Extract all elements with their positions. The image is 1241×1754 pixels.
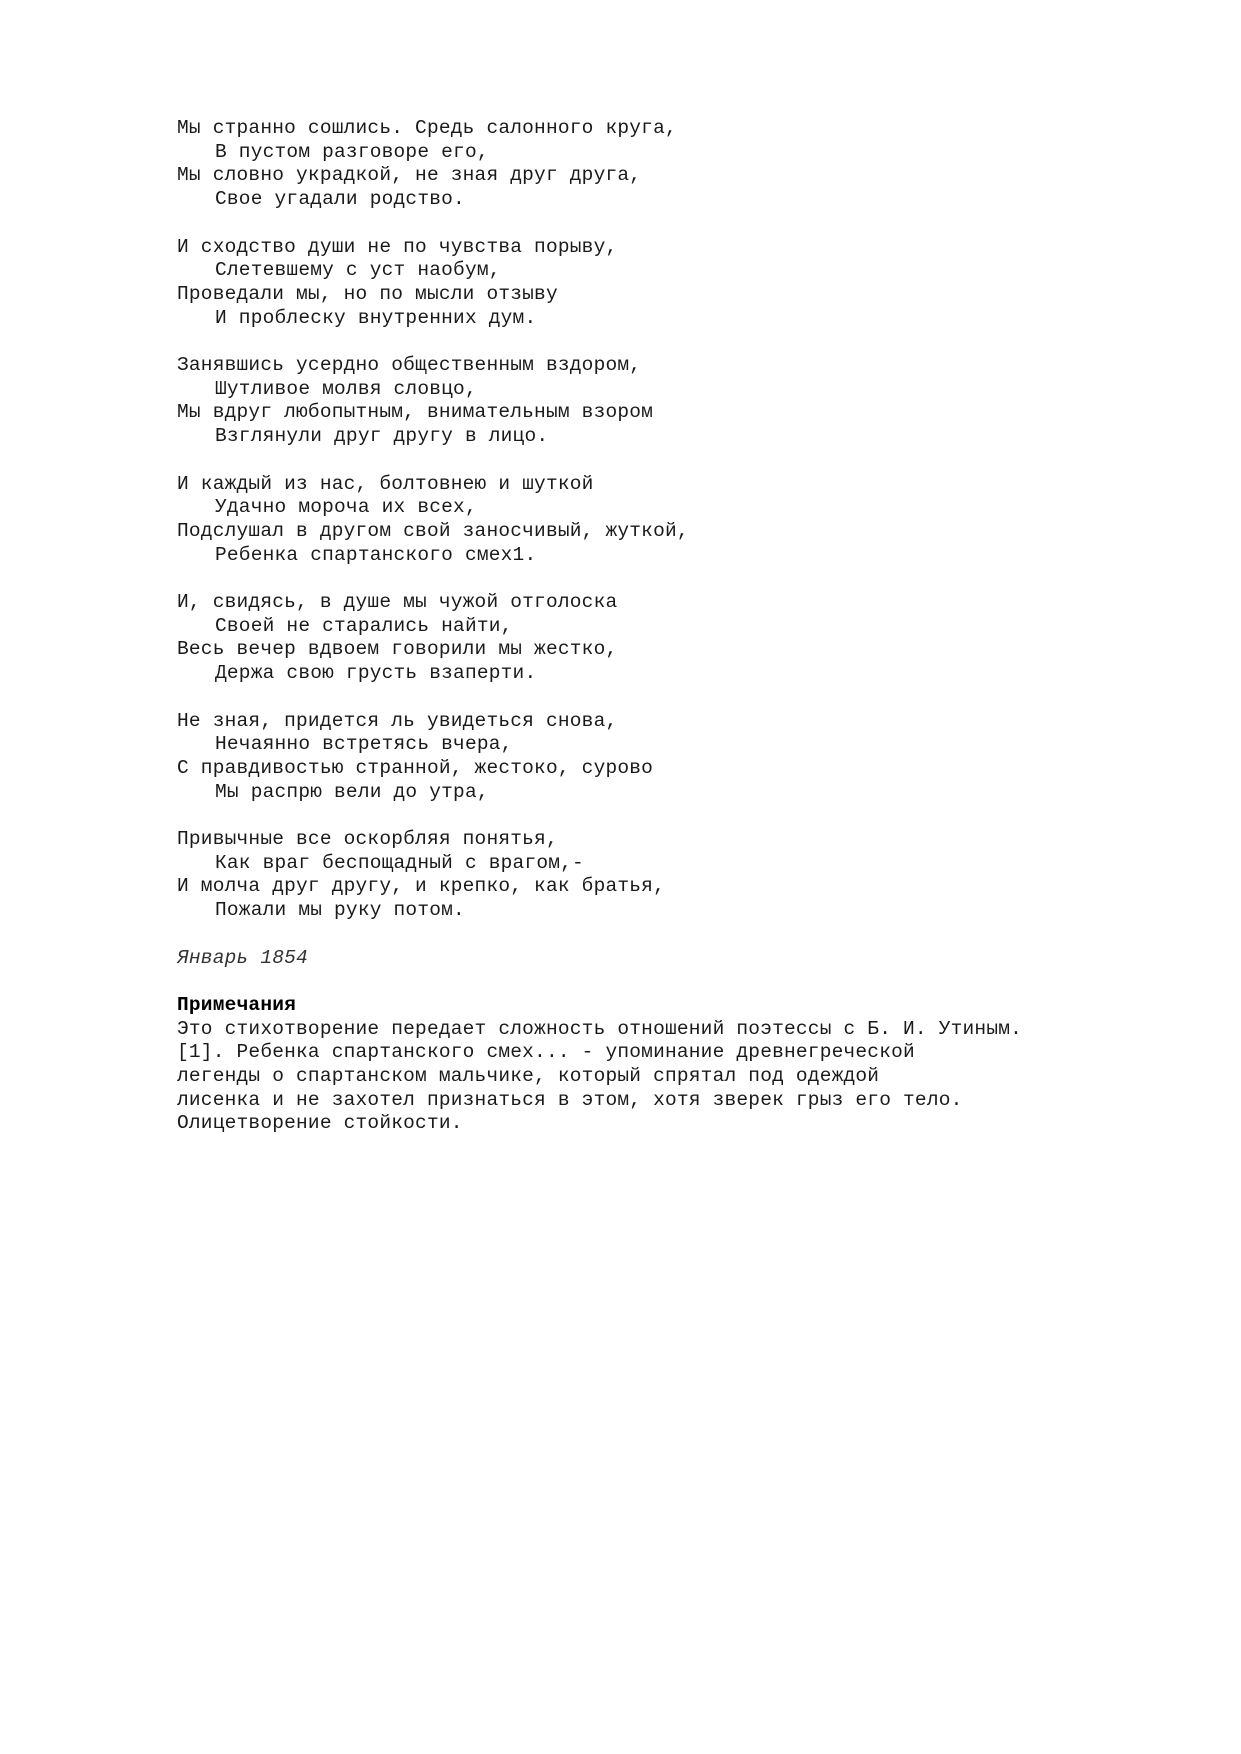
poem-line: Своей не старались найти,: [215, 614, 513, 637]
poem-date: Январь 1854: [177, 946, 308, 969]
poem-line: Взглянули друг другу в лицо.: [215, 425, 549, 448]
poem-line: Мы распрю вели до утра,: [215, 780, 489, 803]
poem-line: Нечаянно встретясь вчера,: [215, 733, 513, 756]
poem-line: И, свидясь, в душе мы чужой отголоска: [177, 591, 618, 613]
notes-section: [177, 994, 1177, 1136]
poem-line: Мы вдруг любопытным, внимательным взором: [177, 401, 654, 424]
note-line: лисенка и не захотел признаться в этом, хотя зверек грыз его тело.: [177, 1088, 963, 1111]
stanza: [177, 473, 1177, 568]
poem-line: В пустом разговоре его,: [215, 140, 489, 163]
stanza: [177, 591, 1177, 686]
poem-line: И молча друг другу, и крепко, как братья,: [177, 875, 665, 898]
document-content: [177, 117, 1177, 1136]
note-line: легенды о спартанском мальчике, который спрятал под одеждой: [177, 1065, 880, 1087]
poem-line: Слетевшему с уст наобум,: [215, 259, 501, 282]
poem-line: Подслушал в другом свой заносчивый, жуткой,: [177, 519, 689, 542]
stanza: [177, 354, 1177, 449]
poem-line: Привычные все оскорбляя понятья,: [177, 828, 558, 850]
note-line: Это стихотворение передает сложность отношений поэтессы с Б. И. Утиным.: [177, 1017, 1023, 1040]
poem-line: И проблеску внутренних дум.: [215, 306, 537, 329]
stanza: [177, 828, 1177, 923]
poem-line: С правдивостью странной, жестоко, сурово: [177, 756, 654, 779]
note-line: [1]. Ребенка спартанского смех... - упоминание древнегреческой: [177, 1041, 915, 1064]
stanza: [177, 117, 1177, 212]
poem-line: Свое угадали родство.: [215, 188, 465, 211]
poem-line: Шутливое молвя словцо,: [215, 377, 477, 400]
notes-heading: Примечания: [177, 993, 297, 1016]
poem-line: Не зная, придется ль увидеться снова,: [177, 709, 618, 732]
poem-line: Весь вечер вдвоем говорили мы жестко,: [177, 638, 618, 661]
stanza: [177, 236, 1177, 331]
poem-line: И каждый из нас, болтовнею и шуткой: [177, 472, 594, 495]
poem-line: И сходство души не по чувства порыву,: [177, 235, 618, 258]
poem-line: Мы странно сошлись. Средь салонного круга,: [177, 117, 677, 139]
note-line: Олицетворение стойкости.: [177, 1112, 463, 1135]
stanza: [177, 710, 1177, 805]
poem-line: Мы словно украдкой, не зная друг друга,: [177, 164, 642, 187]
poem-line: Как враг беспощадный с врагом,-: [215, 851, 584, 874]
poem-line: Удачно мороча их всех,: [215, 496, 477, 519]
poem-line: Занявшись усердно общественным вздором,: [177, 354, 642, 376]
poem-line: Ребенка спартанского смех1.: [215, 543, 537, 566]
poem-line: Пожали мы руку потом.: [215, 899, 465, 922]
poem-line: Держа свою грусть взаперти.: [215, 662, 537, 685]
poem-line: Проведали мы, но по мысли отзыву: [177, 282, 558, 305]
